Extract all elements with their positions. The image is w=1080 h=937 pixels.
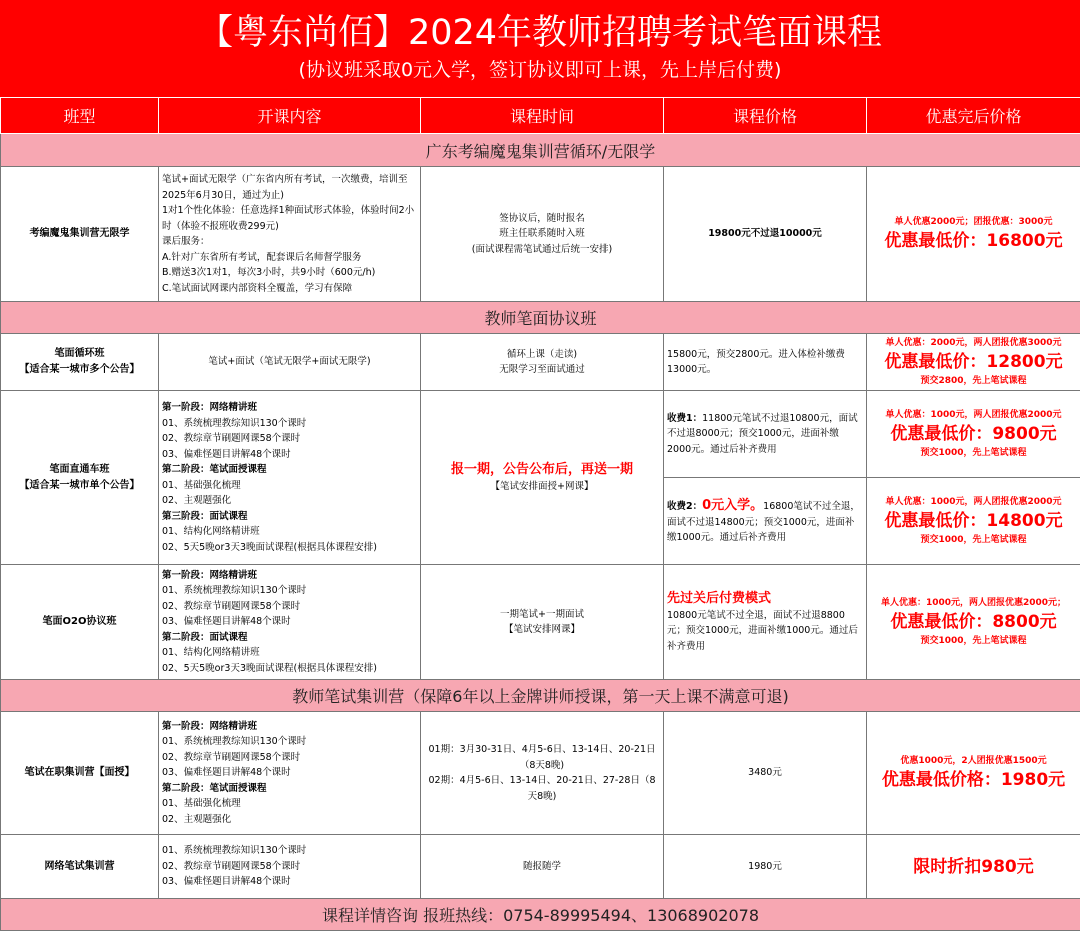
discount-price: 优惠最低价：12800元	[884, 352, 1063, 372]
course-time: 随报随学	[421, 835, 664, 899]
header-cell: 班型	[1, 98, 159, 134]
time-line: 签协议后，随时报名	[499, 212, 585, 224]
content-line: 02、主观题强化	[162, 813, 232, 825]
course-price	[664, 565, 867, 680]
course-discount	[867, 565, 1080, 680]
fee-text: 11800元笔试不过退10800元，面试不过退8000元；预交1000元，进面补缴2000元。通过后补齐费用	[667, 412, 858, 455]
stage-title: 第一阶段：网络精讲班	[162, 402, 258, 413]
table-row	[1, 712, 1080, 835]
header-cell: 开课内容	[159, 98, 421, 134]
table-row	[1, 167, 1080, 302]
content-line: 01、系统梳理教综知识130个课时	[162, 417, 307, 429]
content-line: 01、结构化网络精讲班	[162, 526, 260, 537]
course-time	[421, 391, 664, 565]
course-discount	[867, 478, 1080, 565]
discount-note: 优惠1000元，2人团报优惠1500元	[900, 756, 1047, 766]
discount-price: 限时折扣980元	[867, 835, 1080, 899]
course-time	[421, 712, 664, 835]
time-line: (面试课程需笔试通过后统一安排)	[471, 243, 613, 255]
page-title: 【粤东尚佰】2024年教师招聘考试笔面课程	[197, 13, 883, 53]
footer-row	[1, 899, 1080, 931]
stage-title: 第二阶段：笔试面授课程	[162, 782, 267, 794]
content-line: 01、系统梳理教综知识130个课时	[162, 736, 307, 748]
discount-price: 优惠最低价：14800元	[884, 511, 1063, 531]
discount-price: 优惠最低价：16800元	[884, 231, 1063, 251]
course-price: 1980元	[664, 835, 867, 899]
content-line: C.笔试面试网课内部资料全覆盖，学习有保障	[162, 282, 353, 294]
section-row	[1, 302, 1080, 334]
content-line: 03、偏难怪题目讲解48个课时	[162, 876, 291, 888]
stage-title: 第三阶段：面试课程	[162, 510, 248, 522]
content-line: 01、基础强化梳理	[162, 479, 241, 491]
discount-price: 优惠最低价格：1980元	[881, 770, 1066, 790]
content-line: 01、结构化网络精讲班	[162, 647, 260, 659]
fee-label: 收费1：	[667, 412, 703, 424]
content-line: B.赠送3次1对1，每次3小时，共9小时（600元/h)	[162, 267, 376, 278]
discount-note: 单人优惠：1000元，两人团报优惠2000元	[885, 497, 1062, 507]
content-line: 02、5天5晚or3天3晚面试课程(根据具体课程安排)	[162, 662, 377, 674]
course-content	[159, 835, 421, 899]
course-name: 笔面O2O协议班	[1, 565, 159, 680]
content-line: 笔试+面试无限学（广东省内所有考试，一次缴费，培训至2025年6月30日，通过为止)	[162, 174, 408, 201]
course-name: 考编魔鬼集训营无限学	[1, 167, 159, 302]
course-time	[421, 167, 664, 302]
section-row	[1, 680, 1080, 712]
content-line: 1对1个性化体验：任意选择1种面试形式体验，体验时间2小时（体验不报班收费299元)	[162, 205, 415, 232]
course-name: 网络笔试集训营	[1, 835, 159, 899]
fee-text: 10800元笔试不过全退，面试不过退8800元；预交1000元，进面补缴1000元。通过后补齐费用	[667, 609, 858, 652]
discount-note: 单人优惠：1000元，两人团报优惠2000元	[885, 410, 1062, 420]
content-line: 02、教综章节刷题网课58个课时	[162, 433, 301, 444]
content-line: 02、教综章节刷题网课58个课时	[162, 600, 301, 612]
section-title: 教师笔面协议班	[1, 302, 1080, 334]
discount-note: 预交1000，先上笔试课程	[920, 636, 1027, 646]
stage-title: 第二阶段：面试课程	[162, 631, 248, 643]
time-line: 【笔试安排面授+网课】	[490, 480, 594, 492]
course-price: 3480元	[664, 712, 867, 835]
content-line: 02、5天5晚or3天3晚面试课程(根据具体课程安排)	[162, 541, 377, 553]
contact-hotline: 课程详情咨询 报班热线：0754-89995494、13068902078	[1, 899, 1080, 931]
section-title: 教师笔试集训营（保障6年以上金牌讲师授课，第一天上课不满意可退)	[1, 680, 1080, 712]
time-line: 01期：3月30-31日、4月5-6日、13-14日、20-21日（8天8晚)	[428, 744, 656, 771]
time-line: 循环上课（走读)	[506, 348, 578, 360]
discount-note: 预交2800，先上笔试课程	[920, 376, 1027, 386]
content-line: 01、系统梳理教综知识130个课时	[162, 845, 307, 857]
content-line: 02、主观题强化	[162, 495, 232, 506]
course-content: 笔试+面试（笔试无限学+面试无限学)	[159, 334, 421, 391]
course-name-line: 笔面循环班	[54, 348, 105, 359]
course-content	[159, 712, 421, 835]
table-row	[1, 565, 1080, 680]
discount-note: 单人优惠：2000元，两人团报优惠3000元	[885, 338, 1062, 348]
fee-highlight: 0元入学。	[702, 497, 764, 513]
course-name: 笔试在职集训营【面授】	[1, 712, 159, 835]
course-content	[159, 167, 421, 302]
content-line: 课后服务：	[162, 236, 210, 247]
fee-label: 收费2：	[667, 500, 703, 512]
stage-title: 第二阶段：笔试面授课程	[162, 464, 267, 475]
discount-note: 单人优惠：1000元，两人团报优惠2000元；	[880, 598, 1067, 608]
course-name-sub: 【适合某一城市多个公告】	[19, 364, 140, 375]
course-name-sub: 【适合某一城市单个公告】	[19, 479, 140, 491]
time-highlight: 报一期，公告公布后，再送一期	[450, 461, 633, 477]
course-content	[159, 391, 421, 565]
time-line: 【笔试安排网课】	[503, 624, 580, 635]
fee-highlight: 先过关后付费模式	[667, 590, 772, 606]
course-name	[1, 391, 159, 565]
discount-note: 预交1000，先上笔试课程	[920, 535, 1027, 545]
course-time	[421, 565, 664, 680]
course-discount	[867, 712, 1080, 835]
table-row	[1, 391, 1080, 478]
header-cell: 优惠完后价格	[867, 98, 1080, 134]
content-line: 03、偏难怪题目讲解48个课时	[162, 767, 291, 779]
stage-title: 第一阶段：网络精讲班	[162, 569, 258, 581]
course-discount	[867, 167, 1080, 302]
table-row	[1, 835, 1080, 899]
course-name	[1, 334, 159, 391]
content-line: 02、教综章节刷题网课58个课时	[162, 751, 301, 763]
content-line: 03、偏难怪题目讲解48个课时	[162, 448, 291, 460]
content-line: 03、偏难怪题目讲解48个课时	[162, 616, 291, 628]
section-title: 广东考编魔鬼集训营循环/无限学	[1, 134, 1080, 167]
header-cell: 课程价格	[664, 98, 867, 134]
discount-note: 预交1000，先上笔试课程	[920, 448, 1027, 458]
course-content	[159, 565, 421, 680]
discount-price: 优惠最低价：9800元	[890, 424, 1057, 444]
time-line: 班主任联系随时入班	[499, 228, 585, 240]
time-line: 02期：4月5-6日、13-14日、20-21日、27-28日（8天8晚)	[428, 775, 656, 802]
discount-note: 单人优惠2000元；团报优惠：3000元	[894, 217, 1053, 227]
course-discount	[867, 391, 1080, 478]
fee-text: 16800笔试不过全退，面试不过退14800元；预交1000元，进面补缴1000元。通过后补齐费用	[667, 500, 860, 543]
course-price: 15800元，预交2800元。进入体检补缴费13000元。	[664, 334, 867, 391]
course-time	[421, 334, 664, 391]
section-row	[1, 134, 1080, 167]
stage-title: 第一阶段：网络精讲班	[162, 720, 258, 732]
header-cell: 课程时间	[421, 98, 664, 134]
course-price	[664, 391, 867, 478]
course-discount	[867, 334, 1080, 391]
time-line: 无限学习至面试通过	[499, 364, 585, 375]
content-line: 02、教综章节刷题网课58个课时	[162, 860, 301, 872]
course-name-line: 笔面直通车班	[49, 463, 110, 475]
content-line: 01、系统梳理教综知识130个课时	[162, 585, 307, 597]
time-line: 一期笔试+一期面试	[500, 608, 584, 620]
header-row	[1, 98, 1080, 134]
course-table	[0, 97, 1080, 931]
content-line: 01、基础强化梳理	[162, 798, 241, 810]
content-line: A.针对广东省所有考试，配套课后名师督学服务	[162, 251, 362, 263]
page-subtitle: (协议班采取0元入学，签订协议即可上课，先上岸后付费)	[298, 59, 782, 81]
table-row	[1, 334, 1080, 391]
discount-price: 优惠最低价：8800元	[890, 612, 1057, 632]
course-price	[664, 478, 867, 565]
course-price: 19800元不过退10000元	[664, 167, 867, 302]
title-banner	[0, 0, 1080, 97]
